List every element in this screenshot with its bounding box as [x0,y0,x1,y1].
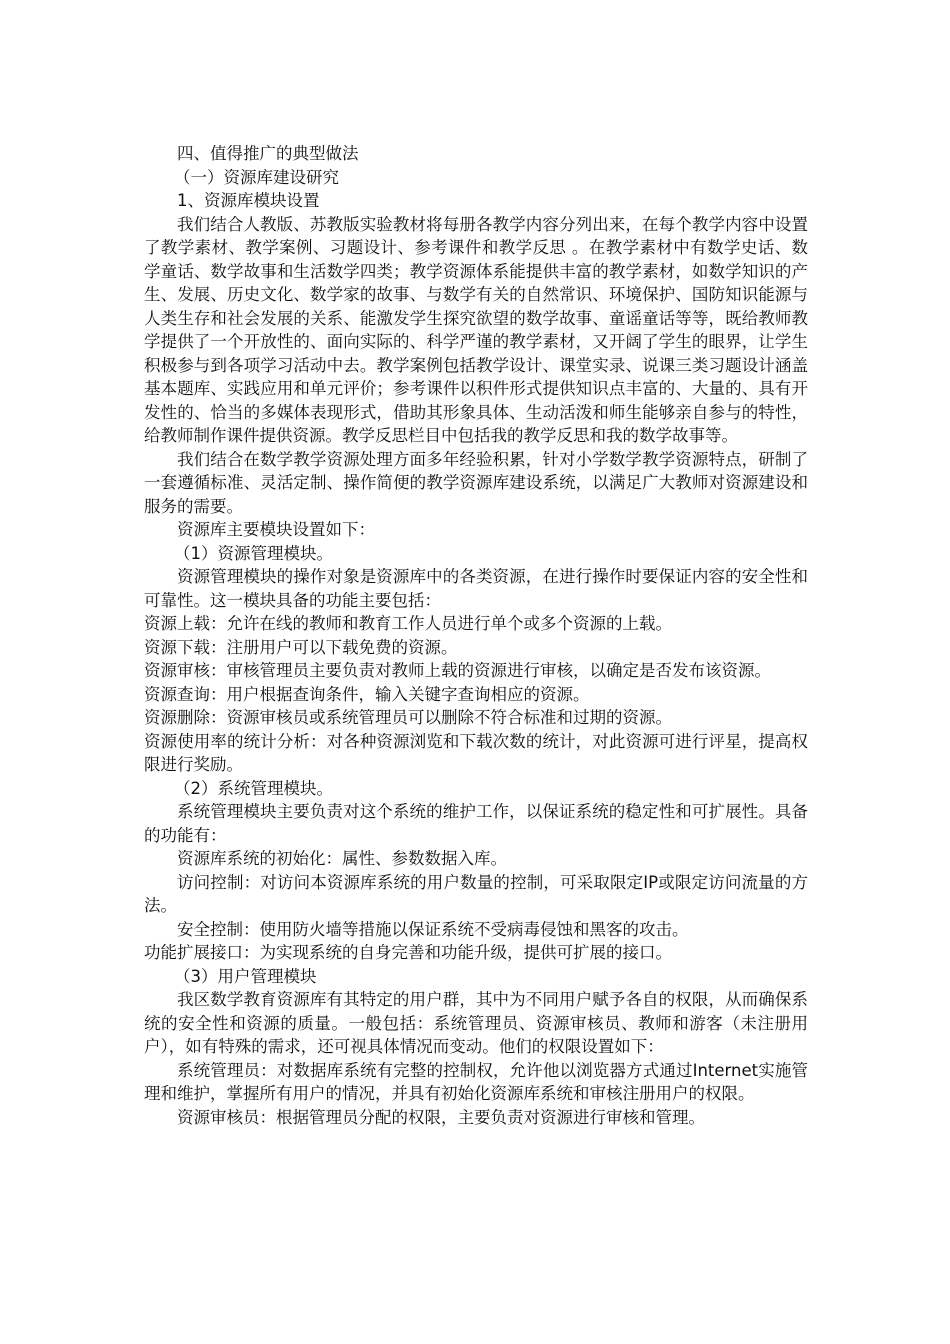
paragraph: 资源上载：允许在线的教师和教育工作人员进行单个或多个资源的上载。 [144,614,672,633]
paragraph: 功能扩展接口：为实现系统的自身完善和功能升级，提供可扩展的接口。 [144,943,672,962]
paragraph: （2）系统管理模块。 [174,778,333,798]
paragraph: （3）用户管理模块 [174,966,317,986]
paragraph: 访问控制：对访问本资源库系统的用户数量的控制，可采取限定IP或限定访问流量的方法。 [144,872,808,915]
paragraph: 资源管理模块的操作对象是资源库中的各类资源，在进行操作时要保证内容的安全性和可靠性。这一模块具备的功能主要包括： [144,567,808,610]
paragraph: 系统管理员：对数据库系统有完整的控制权，允许他以浏览器方式通过Internet实施管理和维护，掌握所有用户的情况，并具有初始化资源库系统和审核注册用户的权限。 [144,1060,808,1103]
document-page [144,142,808,1129]
paragraph: 安全控制：使用防火墙等措施以保证系统不受病毒侵蚀和黑客的攻击。 [177,919,689,939]
paragraph: 资源库系统的初始化：属性、参数数据入库。 [177,849,507,868]
paragraph: 资源下载：注册用户可以下载免费的资源。 [144,637,458,657]
paragraph: 资源库主要模块设置如下： [177,520,375,539]
paragraph: （一）资源库建设研究 [174,167,339,187]
paragraph: 我们结合在数学教学资源处理方面多年经验积累，针对小学数学教学资源特点，研制了一套遵循标准、灵活定制、操作简便的教学资源库建设系统，以满足广大教师对资源建设和服务的需要。 [144,449,808,516]
paragraph: 资源删除：资源审核员或系统管理员可以删除不符合标准和过期的资源。 [144,708,672,727]
paragraph: 资源查询：用户根据查询条件，输入关键字查询相应的资源。 [144,684,590,704]
paragraph: 我区数学教育资源库有其特定的用户群，其中为不同用户赋予各自的权限，从而确保系统的安全性和资源的质量。一般包括：系统管理员、资源审核员、教师和游客（未注册用户），如有特殊的需求，还可视具体情况而变动。他们的权限设置如下： [144,990,808,1056]
paragraph: 我们结合人教版、苏教版实验教材将每册各教学内容分列出来，在每个教学内容中设置了教学素材、教学案例、习题设计、参考课件和教学反思 。在教学素材中有数学史话、数学童话、数学故事和生活数学四类；教学资源体系能提供丰富的教学素材，如数学知识的产生、发展、历史文化、数学家的故事、与数学有关的自然常识、环境保护、国防知识能源与人类生存和社会发展的关系、能激发学生探究欲望的数学故事、童谣童话等等，既给教师教学提供了一个开放性的、面向实际的、科学严谨的教学素材，又开阔了学生的眼界，让学生积极参与到各项学习活动中去。教学案例包括教学设计、课堂实录、说课三类习题设计涵盖基本题库、实践应用和单元评价；参考课件以积件形式提供知识点丰富的、大量的、具有开发性的、恰当的多媒体表现形式，借助其形象具体、生动活泼和师生能够亲自参与的特性，给教师制作课件提供资源。教学反思栏目中包括我的教学反思和我的数学故事等。 [144,214,808,445]
paragraph: （1）资源管理模块。 [174,543,333,563]
paragraph: 资源审核员：根据管理员分配的权限，主要负责对资源进行审核和管理。 [177,1107,705,1127]
paragraph: 系统管理模块主要负责对这个系统的维护工作，以保证系统的稳定性和可扩展性。具备的功能有： [144,802,808,845]
paragraph: 1、资源库模块设置 [177,191,320,210]
paragraph: 资源使用率的统计分析：对各种资源浏览和下载次数的统计，对此资源可进行评星，提高权限进行奖励。 [144,731,808,774]
paragraph: 资源审核：审核管理员主要负责对教师上载的资源进行审核，以确定是否发布该资源。 [144,661,771,680]
paragraph: 四、值得推广的典型做法 [177,144,359,163]
